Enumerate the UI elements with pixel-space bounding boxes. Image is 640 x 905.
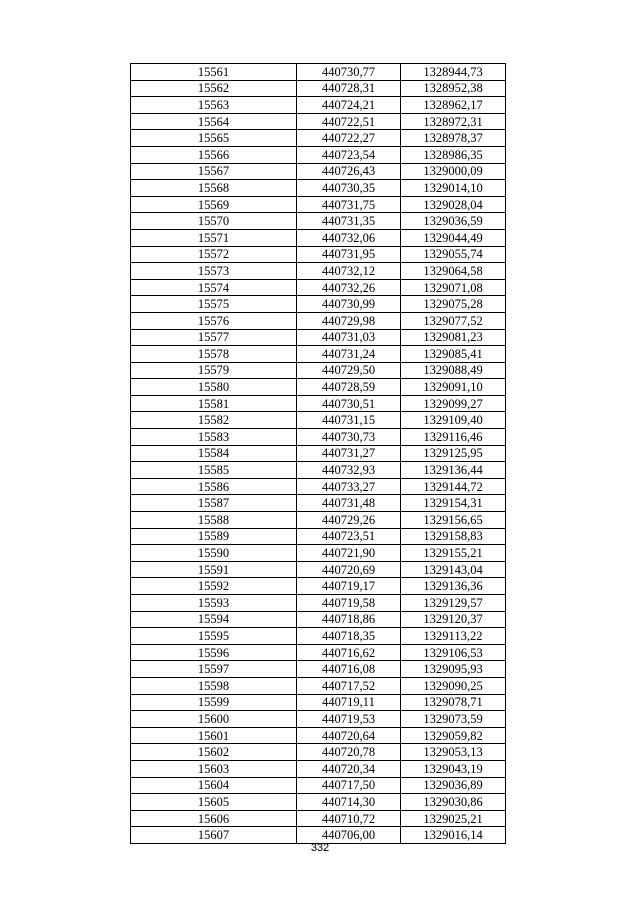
x-coordinate-cell: 440733,27 bbox=[297, 478, 401, 495]
x-coordinate-cell: 440724,21 bbox=[297, 97, 401, 114]
table-row bbox=[131, 130, 506, 147]
coordinates-table bbox=[130, 63, 506, 844]
point-number-cell: 15577 bbox=[131, 329, 297, 346]
x-coordinate-cell: 440731,35 bbox=[297, 213, 401, 230]
table-row bbox=[131, 495, 506, 512]
point-number-cell: 15602 bbox=[131, 744, 297, 761]
table-row bbox=[131, 512, 506, 529]
y-coordinate-cell: 1329088,49 bbox=[401, 362, 506, 379]
y-coordinate-cell: 1329154,31 bbox=[401, 495, 506, 512]
table-row bbox=[131, 628, 506, 645]
point-number-cell: 15568 bbox=[131, 180, 297, 197]
table-row bbox=[131, 677, 506, 694]
y-coordinate-cell: 1329091,10 bbox=[401, 379, 506, 396]
table-row bbox=[131, 478, 506, 495]
table-row bbox=[131, 64, 506, 81]
y-coordinate-cell: 1329000,09 bbox=[401, 163, 506, 180]
y-coordinate-cell: 1329113,22 bbox=[401, 628, 506, 645]
x-coordinate-cell: 440716,62 bbox=[297, 644, 401, 661]
point-number-cell: 15573 bbox=[131, 263, 297, 280]
y-coordinate-cell: 1328952,38 bbox=[401, 80, 506, 97]
table-row bbox=[131, 379, 506, 396]
y-coordinate-cell: 1329109,40 bbox=[401, 412, 506, 429]
x-coordinate-cell: 440732,06 bbox=[297, 229, 401, 246]
y-coordinate-cell: 1329073,59 bbox=[401, 711, 506, 728]
y-coordinate-cell: 1329125,95 bbox=[401, 445, 506, 462]
x-coordinate-cell: 440731,75 bbox=[297, 196, 401, 213]
x-coordinate-cell: 440731,24 bbox=[297, 346, 401, 363]
point-number-cell: 15570 bbox=[131, 213, 297, 230]
x-coordinate-cell: 440731,27 bbox=[297, 445, 401, 462]
point-number-cell: 15595 bbox=[131, 628, 297, 645]
table-row bbox=[131, 97, 506, 114]
y-coordinate-cell: 1329143,04 bbox=[401, 561, 506, 578]
y-coordinate-cell: 1329081,23 bbox=[401, 329, 506, 346]
table-row bbox=[131, 794, 506, 811]
x-coordinate-cell: 440706,00 bbox=[297, 827, 401, 844]
table-row bbox=[131, 163, 506, 180]
y-coordinate-cell: 1328944,73 bbox=[401, 64, 506, 81]
x-coordinate-cell: 440714,30 bbox=[297, 794, 401, 811]
table-row bbox=[131, 180, 506, 197]
point-number-cell: 15578 bbox=[131, 346, 297, 363]
x-coordinate-cell: 440731,48 bbox=[297, 495, 401, 512]
x-coordinate-cell: 440720,69 bbox=[297, 561, 401, 578]
table-row bbox=[131, 711, 506, 728]
x-coordinate-cell: 440731,15 bbox=[297, 412, 401, 429]
point-number-cell: 15576 bbox=[131, 312, 297, 329]
table-row bbox=[131, 744, 506, 761]
point-number-cell: 15582 bbox=[131, 412, 297, 429]
y-coordinate-cell: 1329077,52 bbox=[401, 312, 506, 329]
table-row bbox=[131, 727, 506, 744]
y-coordinate-cell: 1329120,37 bbox=[401, 611, 506, 628]
point-number-cell: 15607 bbox=[131, 827, 297, 844]
x-coordinate-cell: 440722,27 bbox=[297, 130, 401, 147]
point-number-cell: 15566 bbox=[131, 146, 297, 163]
x-coordinate-cell: 440726,43 bbox=[297, 163, 401, 180]
y-coordinate-cell: 1329071,08 bbox=[401, 279, 506, 296]
coordinates-table-body bbox=[131, 64, 506, 844]
point-number-cell: 15583 bbox=[131, 429, 297, 446]
table-row bbox=[131, 810, 506, 827]
y-coordinate-cell: 1329025,21 bbox=[401, 810, 506, 827]
table-row bbox=[131, 644, 506, 661]
table-row bbox=[131, 760, 506, 777]
table-row bbox=[131, 827, 506, 844]
point-number-cell: 15571 bbox=[131, 229, 297, 246]
x-coordinate-cell: 440732,93 bbox=[297, 462, 401, 479]
x-coordinate-cell: 440732,26 bbox=[297, 279, 401, 296]
point-number-cell: 15580 bbox=[131, 379, 297, 396]
point-number-cell: 15579 bbox=[131, 362, 297, 379]
point-number-cell: 15599 bbox=[131, 694, 297, 711]
x-coordinate-cell: 440716,08 bbox=[297, 661, 401, 678]
table-row bbox=[131, 346, 506, 363]
x-coordinate-cell: 440718,35 bbox=[297, 628, 401, 645]
y-coordinate-cell: 1329155,21 bbox=[401, 545, 506, 562]
x-coordinate-cell: 440719,58 bbox=[297, 595, 401, 612]
table-row bbox=[131, 412, 506, 429]
page-number: 332 bbox=[310, 842, 330, 854]
x-coordinate-cell: 440720,64 bbox=[297, 727, 401, 744]
table-row bbox=[131, 80, 506, 97]
x-coordinate-cell: 440730,35 bbox=[297, 180, 401, 197]
x-coordinate-cell: 440730,51 bbox=[297, 395, 401, 412]
table-row bbox=[131, 196, 506, 213]
point-number-cell: 15603 bbox=[131, 760, 297, 777]
y-coordinate-cell: 1329059,82 bbox=[401, 727, 506, 744]
x-coordinate-cell: 440730,77 bbox=[297, 64, 401, 81]
table-row bbox=[131, 296, 506, 313]
table-row bbox=[131, 777, 506, 794]
y-coordinate-cell: 1329144,72 bbox=[401, 478, 506, 495]
table-row bbox=[131, 429, 506, 446]
table-row bbox=[131, 694, 506, 711]
y-coordinate-cell: 1329099,27 bbox=[401, 395, 506, 412]
y-coordinate-cell: 1329136,36 bbox=[401, 578, 506, 595]
point-number-cell: 15596 bbox=[131, 644, 297, 661]
table-row bbox=[131, 263, 506, 280]
x-coordinate-cell: 440729,50 bbox=[297, 362, 401, 379]
x-coordinate-cell: 440723,54 bbox=[297, 146, 401, 163]
x-coordinate-cell: 440729,98 bbox=[297, 312, 401, 329]
x-coordinate-cell: 440717,52 bbox=[297, 677, 401, 694]
point-number-cell: 15591 bbox=[131, 561, 297, 578]
table-row bbox=[131, 246, 506, 263]
y-coordinate-cell: 1328962,17 bbox=[401, 97, 506, 114]
table-row bbox=[131, 611, 506, 628]
y-coordinate-cell: 1328978,37 bbox=[401, 130, 506, 147]
x-coordinate-cell: 440731,95 bbox=[297, 246, 401, 263]
y-coordinate-cell: 1329158,83 bbox=[401, 528, 506, 545]
point-number-cell: 15574 bbox=[131, 279, 297, 296]
y-coordinate-cell: 1329053,13 bbox=[401, 744, 506, 761]
y-coordinate-cell: 1329075,28 bbox=[401, 296, 506, 313]
table-row bbox=[131, 312, 506, 329]
y-coordinate-cell: 1329064,58 bbox=[401, 263, 506, 280]
y-coordinate-cell: 1329156,65 bbox=[401, 512, 506, 529]
point-number-cell: 15565 bbox=[131, 130, 297, 147]
x-coordinate-cell: 440729,26 bbox=[297, 512, 401, 529]
point-number-cell: 15581 bbox=[131, 395, 297, 412]
x-coordinate-cell: 440722,51 bbox=[297, 113, 401, 130]
table-row bbox=[131, 329, 506, 346]
y-coordinate-cell: 1329043,19 bbox=[401, 760, 506, 777]
point-number-cell: 15600 bbox=[131, 711, 297, 728]
table-row bbox=[131, 213, 506, 230]
point-number-cell: 15601 bbox=[131, 727, 297, 744]
y-coordinate-cell: 1329028,04 bbox=[401, 196, 506, 213]
x-coordinate-cell: 440718,86 bbox=[297, 611, 401, 628]
point-number-cell: 15592 bbox=[131, 578, 297, 595]
point-number-cell: 15594 bbox=[131, 611, 297, 628]
point-number-cell: 15563 bbox=[131, 97, 297, 114]
y-coordinate-cell: 1329036,59 bbox=[401, 213, 506, 230]
table-row bbox=[131, 279, 506, 296]
point-number-cell: 15572 bbox=[131, 246, 297, 263]
table-row bbox=[131, 362, 506, 379]
point-number-cell: 15585 bbox=[131, 462, 297, 479]
point-number-cell: 15584 bbox=[131, 445, 297, 462]
x-coordinate-cell: 440720,34 bbox=[297, 760, 401, 777]
table-row bbox=[131, 545, 506, 562]
x-coordinate-cell: 440721,90 bbox=[297, 545, 401, 562]
point-number-cell: 15588 bbox=[131, 512, 297, 529]
point-number-cell: 15590 bbox=[131, 545, 297, 562]
point-number-cell: 15597 bbox=[131, 661, 297, 678]
x-coordinate-cell: 440730,73 bbox=[297, 429, 401, 446]
x-coordinate-cell: 440731,03 bbox=[297, 329, 401, 346]
point-number-cell: 15593 bbox=[131, 595, 297, 612]
y-coordinate-cell: 1329016,14 bbox=[401, 827, 506, 844]
point-number-cell: 15598 bbox=[131, 677, 297, 694]
table-row bbox=[131, 561, 506, 578]
y-coordinate-cell: 1328972,31 bbox=[401, 113, 506, 130]
point-number-cell: 15604 bbox=[131, 777, 297, 794]
x-coordinate-cell: 440720,78 bbox=[297, 744, 401, 761]
y-coordinate-cell: 1329129,57 bbox=[401, 595, 506, 612]
y-coordinate-cell: 1329090,25 bbox=[401, 677, 506, 694]
point-number-cell: 15587 bbox=[131, 495, 297, 512]
y-coordinate-cell: 1329116,46 bbox=[401, 429, 506, 446]
x-coordinate-cell: 440723,51 bbox=[297, 528, 401, 545]
x-coordinate-cell: 440730,99 bbox=[297, 296, 401, 313]
y-coordinate-cell: 1329095,93 bbox=[401, 661, 506, 678]
point-number-cell: 15606 bbox=[131, 810, 297, 827]
table-row bbox=[131, 462, 506, 479]
y-coordinate-cell: 1329030,86 bbox=[401, 794, 506, 811]
point-number-cell: 15567 bbox=[131, 163, 297, 180]
point-number-cell: 15589 bbox=[131, 528, 297, 545]
point-number-cell: 15569 bbox=[131, 196, 297, 213]
y-coordinate-cell: 1329078,71 bbox=[401, 694, 506, 711]
table-row bbox=[131, 113, 506, 130]
point-number-cell: 15575 bbox=[131, 296, 297, 313]
x-coordinate-cell: 440728,59 bbox=[297, 379, 401, 396]
point-number-cell: 15561 bbox=[131, 64, 297, 81]
table-row bbox=[131, 229, 506, 246]
y-coordinate-cell: 1329106,53 bbox=[401, 644, 506, 661]
point-number-cell: 15564 bbox=[131, 113, 297, 130]
x-coordinate-cell: 440710,72 bbox=[297, 810, 401, 827]
x-coordinate-cell: 440719,11 bbox=[297, 694, 401, 711]
table-row bbox=[131, 445, 506, 462]
y-coordinate-cell: 1328986,35 bbox=[401, 146, 506, 163]
table-row bbox=[131, 528, 506, 545]
y-coordinate-cell: 1329036,89 bbox=[401, 777, 506, 794]
table-row bbox=[131, 395, 506, 412]
x-coordinate-cell: 440728,31 bbox=[297, 80, 401, 97]
x-coordinate-cell: 440717,50 bbox=[297, 777, 401, 794]
y-coordinate-cell: 1329085,41 bbox=[401, 346, 506, 363]
x-coordinate-cell: 440719,17 bbox=[297, 578, 401, 595]
table-row bbox=[131, 595, 506, 612]
table-row bbox=[131, 661, 506, 678]
x-coordinate-cell: 440719,53 bbox=[297, 711, 401, 728]
x-coordinate-cell: 440732,12 bbox=[297, 263, 401, 280]
y-coordinate-cell: 1329044,49 bbox=[401, 229, 506, 246]
y-coordinate-cell: 1329055,74 bbox=[401, 246, 506, 263]
y-coordinate-cell: 1329014,10 bbox=[401, 180, 506, 197]
table-row bbox=[131, 146, 506, 163]
point-number-cell: 15562 bbox=[131, 80, 297, 97]
point-number-cell: 15605 bbox=[131, 794, 297, 811]
y-coordinate-cell: 1329136,44 bbox=[401, 462, 506, 479]
table-row bbox=[131, 578, 506, 595]
point-number-cell: 15586 bbox=[131, 478, 297, 495]
